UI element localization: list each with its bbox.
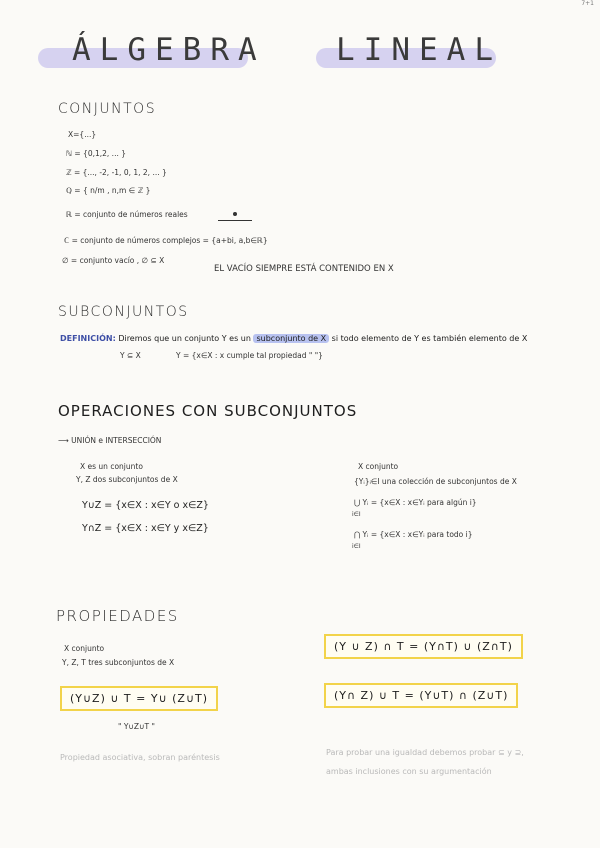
vacio-note: EL VACÍO SIEMPRE ESTÁ CONTENIDO EN X bbox=[214, 264, 394, 274]
union-index: i∈I bbox=[352, 511, 361, 518]
title-algebra: ÁLGEBRA bbox=[72, 32, 266, 68]
arrow-right-icon: ⟶ bbox=[58, 436, 69, 445]
big-intersection-definition: ⋂ Yᵢ = {x∈X : x∈Yᵢ para todo i} bbox=[354, 530, 473, 539]
conjuntos-line: ℤ = {..., -2, -1, 0, 1, 2, ... } bbox=[66, 168, 167, 177]
definition-text-pre: Diremos que un conjunto Y es un bbox=[118, 334, 251, 343]
faint-note-right-1: Para probar una igualdad debemos probar ⊆ y ⊇, bbox=[326, 748, 524, 757]
intersection-definition: Y∩Z = {x∈X : x∈Y y x∈Z} bbox=[82, 523, 209, 534]
conjuntos-line: ∅ = conjunto vacío , ∅ ⊆ X bbox=[62, 256, 165, 265]
conjuntos-line: ℚ = { n/m , n,m ∈ ℤ } bbox=[66, 186, 151, 195]
conjuntos-line: ℕ = {0,1,2, ... } bbox=[66, 149, 126, 158]
title-lineal: LINEAL bbox=[336, 32, 502, 68]
associative-quote: " Y∪Z∪T " bbox=[118, 722, 155, 731]
associative-box: (Y∪Z) ∪ T = Y∪ (Z∪T) bbox=[60, 686, 218, 711]
heading-propiedades: PROPIEDADES bbox=[56, 607, 179, 625]
ops-right-line: {Yᵢ}ᵢ∈I una colección de subconjuntos de X bbox=[354, 477, 517, 486]
definition-text-post: si todo elemento de Y es también elemento de X bbox=[331, 334, 528, 343]
subset-notation: Y ⊆ X bbox=[120, 351, 141, 360]
prop-left-line: Y, Z, T tres subconjuntos de X bbox=[62, 658, 175, 667]
subset-definition: Y = {x∈X : x cumple tal propiedad " "} bbox=[176, 351, 323, 360]
ops-left-line: X es un conjunto bbox=[80, 462, 143, 471]
real-line-drawing bbox=[218, 220, 252, 221]
conjuntos-line: ℝ = conjunto de números reales bbox=[66, 210, 188, 219]
ops-right-line: X conjunto bbox=[358, 462, 399, 471]
faint-note-left: Propiedad asociativa, sobran paréntesis bbox=[60, 753, 220, 762]
intersection-index: i∈I bbox=[352, 543, 361, 550]
union-interseccion-label: UNIÓN e INTERSECCIÓN bbox=[71, 436, 162, 445]
union-definition: Y∪Z = {x∈X : x∈Y o x∈Z} bbox=[82, 500, 209, 511]
corner-mark: 7+1 bbox=[581, 0, 594, 7]
conjuntos-line: X={...} bbox=[68, 130, 97, 139]
heading-subconjuntos: SUBCONJUNTOS bbox=[58, 304, 189, 320]
real-line-dot bbox=[233, 212, 237, 216]
definition-line bbox=[60, 334, 527, 343]
distributive-box-1: (Y ∪ Z) ∩ T = (Y∩T) ∪ (Z∩T) bbox=[324, 634, 523, 659]
distributive-box-2: (Y∩ Z) ∪ T = (Y∪T) ∩ (Z∪T) bbox=[324, 683, 518, 708]
prop-left-line: X conjunto bbox=[64, 644, 105, 653]
union-interseccion-subheading bbox=[58, 436, 161, 445]
heading-operaciones: OPERACIONES CON SUBCONJUNTOS bbox=[58, 402, 358, 420]
heading-conjuntos: CONJUNTOS bbox=[58, 101, 157, 117]
definition-highlight: subconjunto de X bbox=[253, 334, 329, 343]
ops-left-line: Y, Z dos subconjuntos de X bbox=[76, 475, 178, 484]
title-area bbox=[36, 18, 516, 88]
big-union-definition: ⋃ Yᵢ = {x∈X : x∈Yᵢ para algún i} bbox=[354, 498, 477, 507]
definition-label: DEFINICIÓN: bbox=[60, 334, 116, 343]
faint-note-right-2: ambas inclusiones con su argumentación bbox=[326, 767, 492, 776]
conjuntos-line: ℂ = conjunto de números complejos = {a+bi, a,b∈ℝ} bbox=[64, 236, 268, 245]
